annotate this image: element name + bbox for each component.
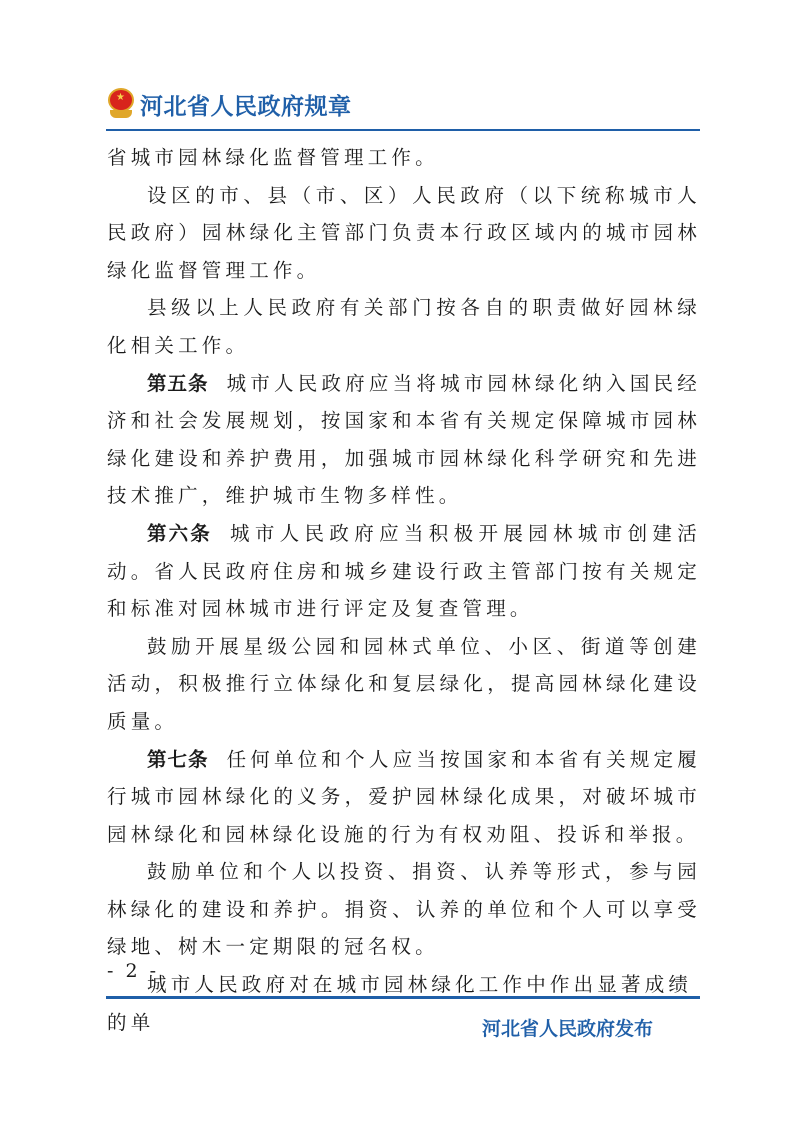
paragraph-text: 城市人民政府应当积极开展园林城市创建活动。省人民政府住房和城乡建设行政主管部门按有关规定和标准对园林城市进行评定及复查管理。 — [107, 521, 701, 621]
article-number: 第七条 — [147, 747, 209, 771]
footer-publisher: 河北省人民政府发布 — [482, 1018, 654, 1040]
paragraph-text: 城市人民政府对在城市园林绿化工作中作出显著成绩的单 — [107, 973, 693, 1034]
paragraph-text: 城市人民政府应当将城市园林绿化纳入国民经济和社会发展规划，按国家和本省有关规定保障城市园林绿化建设和养护费用，加强城市园林绿化科学研究和先进技术推广，维护城市生物多样性。 — [107, 371, 701, 508]
national-emblem-icon: ★ — [106, 88, 136, 120]
header-title: 河北省人民政府规章 — [140, 93, 352, 120]
footer-divider — [106, 996, 700, 999]
paragraph-text: 设区的市、县（市、区）人民政府（以下统称城市人民政府）园林绿化主管部门负责本行政区域内的城市园林绿化监督管理工作。 — [107, 183, 701, 282]
article-number: 第六条 — [147, 521, 212, 545]
paragraph — [107, 177, 701, 290]
article-5 — [107, 365, 701, 515]
document-header — [106, 86, 352, 122]
paragraph-text: 任何单位和个人应当按国家和本省有关规定履行城市园林绿化的义务，爱护园林绿化成果，对破坏城市园林绿化和园林绿化设施的行为有权劝阻、投诉和举报。 — [107, 747, 701, 846]
paragraph-text: 鼓励开展星级公园和园林式单位、小区、街道等创建活动，积极推行立体绿化和复层绿化，提高园林绿化建设质量。 — [107, 634, 701, 733]
document-body — [107, 139, 701, 1041]
paragraph — [107, 289, 701, 364]
paragraph — [107, 853, 701, 966]
page-number: - 2 - — [107, 960, 160, 982]
article-number: 第五条 — [147, 371, 209, 395]
header-divider — [106, 129, 700, 131]
paragraph-text: 鼓励单位和个人以投资、捐资、认养等形式，参与园林绿化的建设和养护。捐资、认养的单位和个人可以享受绿地、树木一定期限的冠名权。 — [107, 860, 701, 959]
article-6 — [107, 515, 701, 628]
paragraph-text: 省城市园林绿化监督管理工作。 — [107, 146, 439, 169]
paragraph — [107, 139, 701, 177]
paragraph-text: 县级以上人民政府有关部门按各自的职责做好园林绿化相关工作。 — [107, 296, 701, 357]
article-7 — [107, 741, 701, 854]
paragraph — [107, 628, 701, 741]
